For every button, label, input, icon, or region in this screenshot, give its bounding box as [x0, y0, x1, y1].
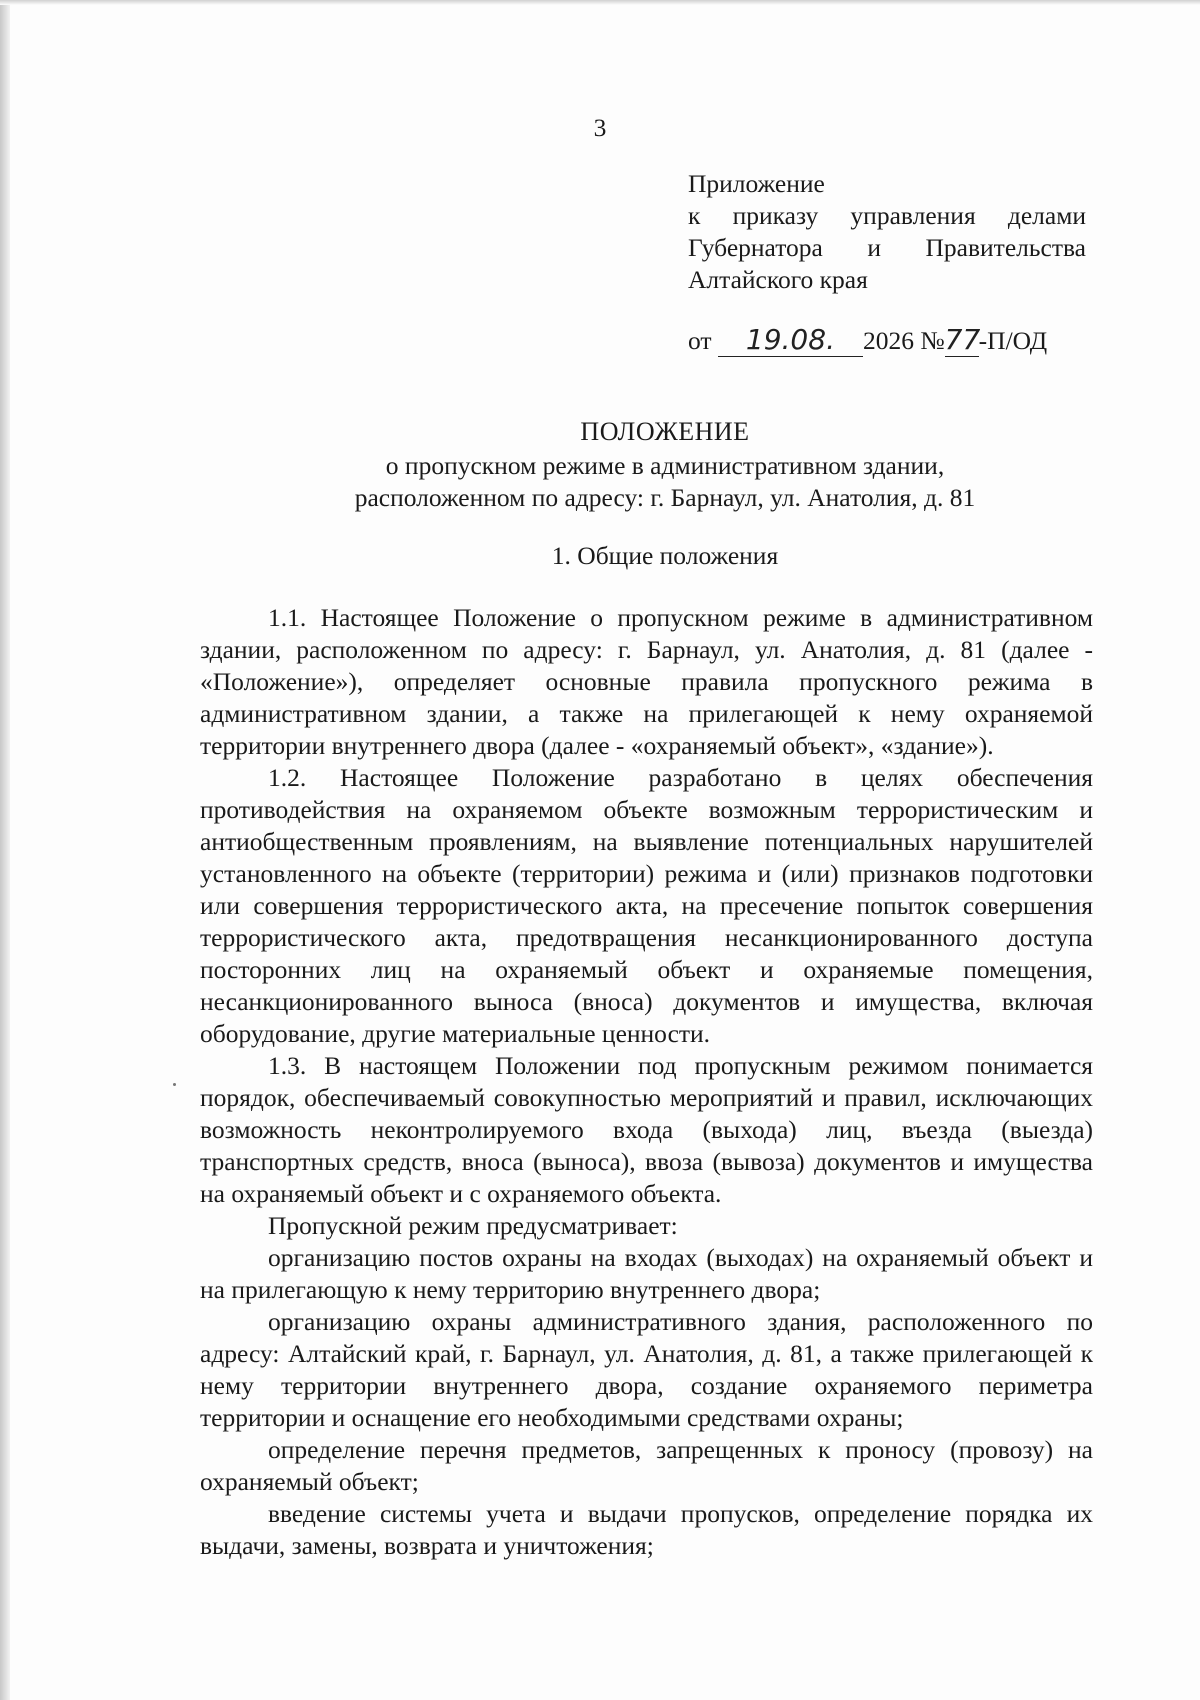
document-title: ПОЛОЖЕНИЕ: [580, 417, 750, 446]
order-reference: [688, 324, 1098, 357]
paragraph: Пропускной режим предусматривает:: [268, 1211, 678, 1240]
paragraph: организацию охраны административного здания, расположенного по адресу: Алтайский край, г. Барнаул, ул. Анатолия, д. 81, а также прилегающей к нему территории внутреннего двора, создание охраняемого периметра территории и оснащение его необходимыми средствами охраны;: [200, 1307, 1093, 1432]
paragraph: 1.1. Настоящее Положение о пропускном режиме в административном здании, расположенном по адресу: г. Барнаул, ул. Анатолия, д. 81 (далее - «Положение»), определяет основные правила пропускного режима в административном здании, а также на прилегающей к нему охраняемой территории внутреннего двора (далее - «охраняемый объект», «здание»).: [200, 603, 1093, 760]
order-suffix: -П/ОД: [978, 326, 1048, 355]
scan-top-edge: [0, 0, 1200, 5]
appendix-line: к приказу управления делами: [688, 201, 1086, 230]
paragraph: организацию постов охраны на входах (выходах) на охраняемый объект и на прилегающую к нему территорию внутреннего двора;: [200, 1243, 1093, 1304]
document-subtitle-line: о пропускном режиме в административном здании,: [385, 451, 945, 480]
handwritten-date: 19.08.: [718, 324, 863, 357]
section-heading: 1. Общие положения: [551, 541, 779, 570]
scan-left-edge: [0, 0, 10, 1700]
appendix-block: [688, 168, 1086, 296]
paragraph: введение системы учета и выдачи пропусков, определение порядка их выдачи, замены, возврата и уничтожения;: [200, 1499, 1093, 1560]
appendix-line: Губернатора и Правительства: [688, 233, 1086, 262]
page-number: 3: [593, 113, 607, 142]
paragraph: 1.2. Настоящее Положение разработано в целях обеспечения противодействия на охраняемом объекте возможным террористическим и антиобщественным проявлениям, на выявление потенциальных нарушителей установленного на объекте (территории) режима и (или) признаков подготовки или совершения террористического акта, на пресечение попыток совершения террористического акта, предотвращения несанкционированного доступа посторонних лиц на охраняемый объект и охраняемые помещения, несанкционированного выноса (вноса) документов и имущества, включая оборудование, другие материальные ценности.: [200, 763, 1093, 1048]
appendix-line: Алтайского края: [688, 265, 868, 294]
document-title-block: [0, 416, 1200, 514]
order-prefix: от: [688, 326, 712, 355]
paragraph: 1.3. В настоящем Положении под пропускным режимом понимается порядок, обеспечиваемый совокупностью мероприятий и правил, исключающих возможность неконтролируемого входа (выхода) лиц, въезда (выезда) транспортных средств, вноса (выноса), ввоза (вывоза) документов и имущества на охраняемый объект и с охраняемого объекта.: [200, 1051, 1093, 1208]
order-year: 2026 №: [862, 326, 945, 355]
paragraph: определение перечня предметов, запрещенных к проносу (провозу) на охраняемый объект;: [200, 1435, 1093, 1496]
appendix-line: Приложение: [688, 169, 825, 198]
document-subtitle-line: расположенном по адресу: г. Барнаул, ул. Анатолия, д. 81: [354, 483, 976, 512]
scan-speck: [173, 1083, 176, 1086]
handwritten-order-number: 77: [944, 323, 981, 356]
body-text: [200, 602, 1093, 1562]
